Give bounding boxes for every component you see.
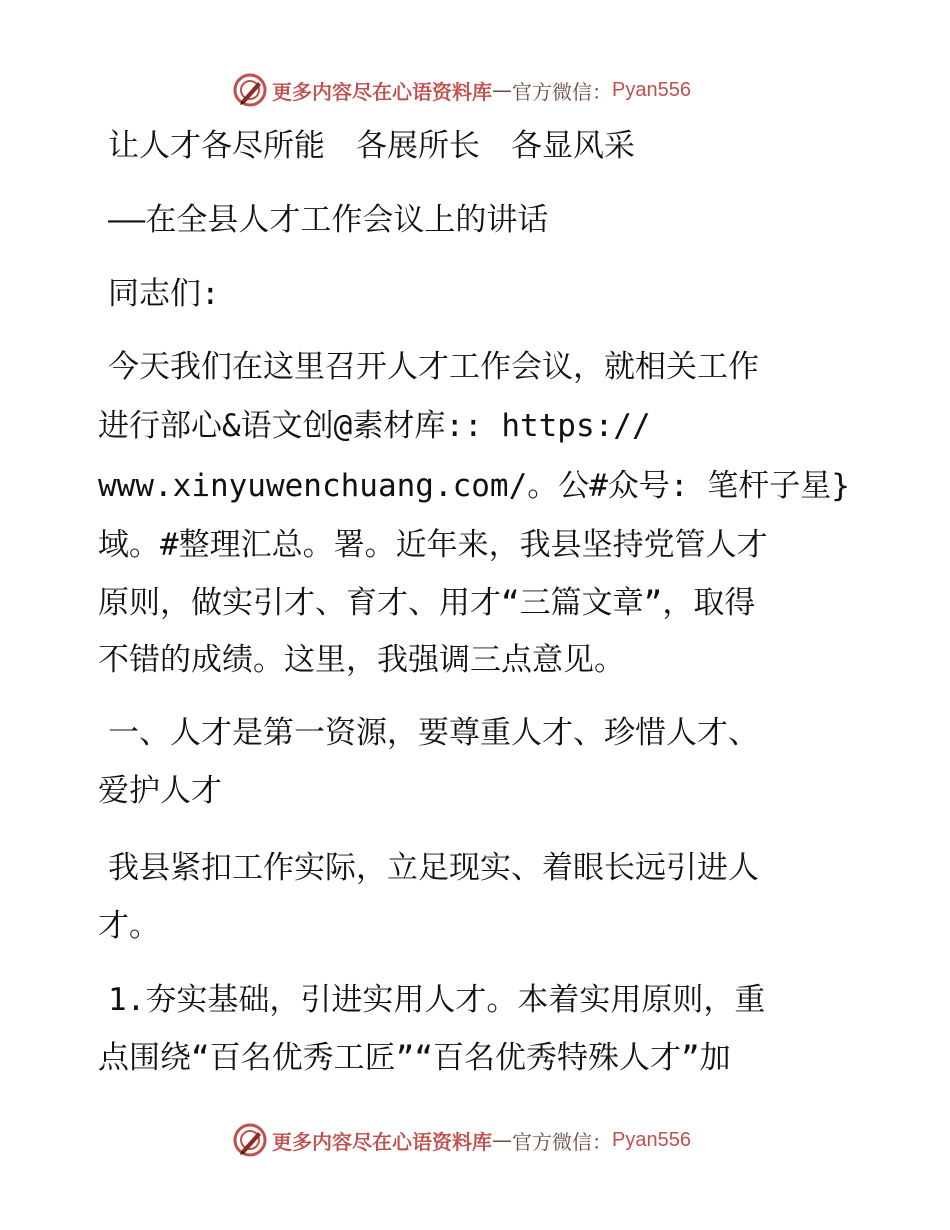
document-title: 让人才各尽所能 各展所长 各显风采: [108, 128, 635, 164]
salutation: 同志们:: [108, 276, 220, 312]
paragraph-line: 点围绕“百名优秀工匠”“百名优秀特殊人才”加: [98, 1040, 731, 1076]
pen-logo-icon: [232, 1122, 268, 1158]
paragraph-line: 今天我们在这里召开人才工作会议，就相关工作: [108, 349, 759, 385]
banner-separator: —: [492, 1128, 512, 1152]
banner-wechat-id: Pyan556: [612, 78, 691, 101]
banner-wechat-label: 官方微信：: [512, 79, 612, 104]
paragraph-line: 我县紧扣工作实际，立足现实、着眼长远引进人: [108, 850, 759, 886]
paragraph-line: 不错的成绩。这里，我强调三点意见。: [98, 642, 625, 678]
section-heading: 一、人才是第一资源，要尊重人才、珍惜人才、: [108, 715, 759, 751]
banner-wechat-id: Pyan556: [612, 1128, 691, 1151]
footer-banner: [232, 1120, 691, 1160]
paragraph-line: www.xinyuwenchuang.com/。公#众号: 笔杆子星}: [98, 468, 850, 504]
paragraph-line: 原则，做实引才、育才、用才“三篇文章”，取得: [98, 585, 756, 621]
banner-slogan: 更多内容尽在心语资料库: [272, 79, 492, 104]
document-subtitle: ——在全县人才工作会议上的讲话: [108, 202, 549, 238]
paragraph-line: 域。#整理汇总。署。近年来，我县坚持党管人才: [98, 527, 768, 563]
banner-slogan: 更多内容尽在心语资料库: [272, 1129, 492, 1154]
banner-separator: —: [492, 78, 512, 102]
paragraph-line: 1.夯实基础，引进实用人才。本着实用原则，重: [108, 982, 766, 1018]
paragraph-line: 进行部心&语文创@素材库:: https://: [98, 408, 651, 444]
section-heading: 爱护人才: [98, 773, 222, 809]
paragraph-line: 才。: [98, 908, 160, 944]
document-body: [98, 0, 858, 1230]
banner-wechat-label: 官方微信：: [512, 1129, 612, 1154]
